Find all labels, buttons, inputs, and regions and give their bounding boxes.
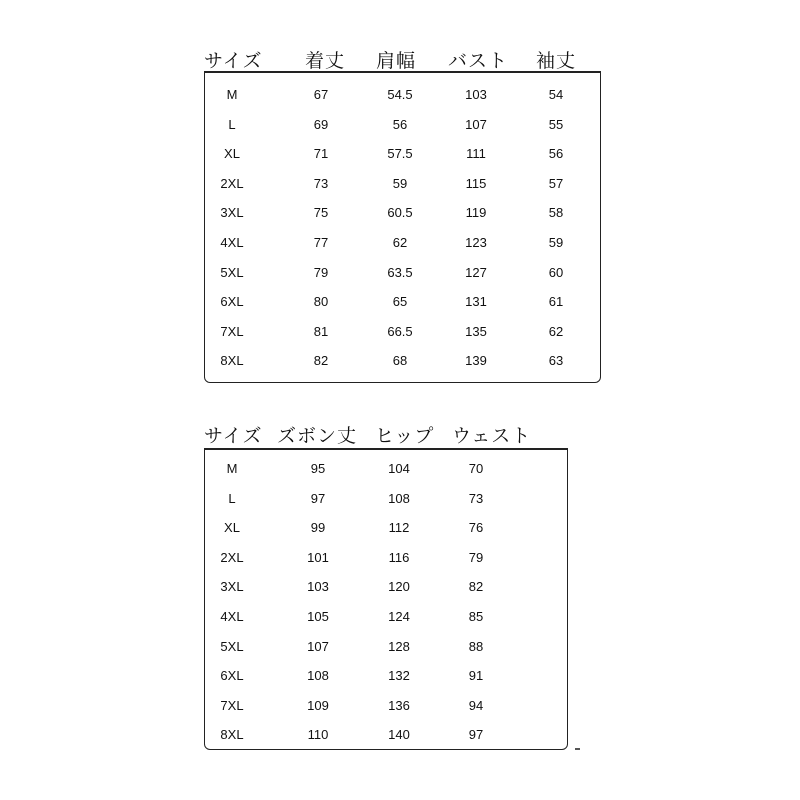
table-row — [205, 727, 567, 747]
table-cell: 3XL — [220, 579, 244, 595]
table-cell: 54 — [548, 87, 564, 102]
table-cell: 140 — [388, 727, 410, 743]
table-cell: 80 — [313, 294, 329, 310]
table-cell: 112 — [388, 520, 410, 536]
header-waist: ウェスト — [452, 425, 532, 447]
table-cell: 57 — [548, 175, 564, 191]
tops-size-table — [204, 71, 601, 383]
table-row — [205, 205, 600, 225]
table-cell: 4XL — [220, 609, 244, 624]
table-cell: 2XL — [220, 175, 244, 191]
table-row — [205, 117, 600, 137]
table-cell: 119 — [465, 205, 487, 221]
table-cell: 108 — [388, 490, 410, 506]
table-row — [205, 353, 600, 373]
table-cell: 111 — [466, 146, 486, 162]
table-cell: 6XL — [220, 294, 244, 310]
table-cell: 127 — [465, 264, 487, 280]
table-cell: 116 — [388, 549, 410, 565]
table-row — [205, 520, 567, 540]
table-cell: 109 — [307, 697, 329, 713]
table-cell: 70 — [468, 461, 484, 476]
header-length: 着丈 — [305, 50, 346, 72]
table-cell: 67 — [313, 87, 329, 102]
table-cell: 128 — [388, 638, 410, 654]
table-cell: 123 — [465, 235, 487, 250]
table-cell: 81 — [313, 323, 329, 339]
table-cell: 8XL — [220, 727, 244, 743]
table-cell: 57.5 — [387, 146, 413, 162]
table-row — [205, 87, 600, 107]
table-cell: 76 — [468, 520, 484, 536]
table-cell: 107 — [307, 638, 329, 654]
pants-table-header — [204, 421, 544, 449]
table-cell: 124 — [388, 609, 410, 624]
table-cell: 54.5 — [387, 87, 413, 102]
table-cell: 95 — [310, 461, 326, 476]
table-cell: L — [228, 490, 236, 506]
table-cell: 110 — [307, 727, 329, 743]
table-cell: 60.5 — [387, 205, 413, 221]
table-cell: 73 — [468, 490, 484, 506]
table-row — [205, 324, 600, 344]
table-cell: L — [228, 116, 236, 132]
table-cell: M — [226, 461, 238, 476]
table-cell: 60 — [548, 264, 564, 280]
header-size: サイズ — [204, 425, 263, 447]
table-cell: 56 — [392, 116, 408, 132]
table-cell: 5XL — [220, 638, 244, 654]
header-bust: バスト — [448, 50, 509, 72]
table-row — [205, 146, 600, 166]
table-cell: 66.5 — [387, 323, 413, 339]
table-cell: 82 — [313, 353, 329, 369]
table-cell: 61 — [548, 294, 564, 310]
table-cell: 55 — [548, 116, 564, 132]
table-cell: 136 — [388, 697, 410, 713]
table-cell: 7XL — [220, 697, 244, 713]
corner-tick-mark — [575, 748, 580, 750]
header-hip: ヒップ — [375, 425, 435, 447]
table-cell: 7XL — [220, 323, 244, 339]
table-cell: 77 — [313, 235, 329, 250]
table-cell: 3XL — [220, 205, 244, 221]
table-row — [205, 235, 600, 255]
table-cell: 65 — [392, 294, 408, 310]
table-cell: 63 — [548, 353, 564, 369]
table-cell: 139 — [465, 353, 487, 369]
table-cell: 94 — [468, 697, 484, 713]
table-cell: 115 — [465, 175, 487, 191]
table-cell: 103 — [307, 579, 329, 595]
table-cell: 58 — [548, 205, 564, 221]
table-cell: 4XL — [220, 235, 244, 250]
table-cell: 6XL — [220, 668, 244, 684]
pants-size-table — [204, 448, 568, 750]
table-cell: 68 — [392, 353, 408, 369]
table-row — [205, 491, 567, 511]
table-row — [205, 294, 600, 314]
table-cell: 71 — [313, 146, 329, 162]
table-cell: 8XL — [220, 353, 244, 369]
table-row — [205, 176, 600, 196]
table-row — [205, 461, 567, 481]
table-cell: 103 — [465, 87, 487, 102]
table-cell: 135 — [465, 323, 487, 339]
table-cell: 5XL — [220, 264, 244, 280]
table-cell: 62 — [392, 235, 408, 250]
table-cell: M — [226, 87, 238, 102]
header-pants-length: ズボン丈 — [277, 425, 358, 447]
table-cell: 107 — [465, 116, 487, 132]
table-row — [205, 609, 567, 629]
table-row — [205, 579, 567, 599]
table-cell: 82 — [468, 579, 484, 595]
header-size: サイズ — [204, 50, 263, 72]
table-cell: 62 — [548, 323, 564, 339]
table-cell: 59 — [548, 235, 564, 250]
table-cell: 75 — [313, 205, 329, 221]
table-cell: XL — [224, 146, 240, 162]
table-cell: 99 — [310, 520, 326, 536]
table-cell: XL — [224, 520, 240, 536]
table-cell: 69 — [313, 116, 329, 132]
table-cell: 105 — [307, 609, 329, 624]
header-shoulder: 肩幅 — [376, 50, 417, 72]
table-cell: 85 — [468, 609, 484, 624]
table-cell: 104 — [388, 461, 410, 476]
table-row — [205, 668, 567, 688]
table-cell: 79 — [468, 549, 484, 565]
table-cell: 73 — [313, 175, 329, 191]
table-cell: 101 — [307, 549, 329, 565]
header-sleeve: 袖丈 — [536, 50, 577, 72]
table-cell: 131 — [465, 294, 487, 310]
table-cell: 120 — [388, 579, 410, 595]
tops-table-header — [204, 46, 604, 74]
table-cell: 79 — [313, 264, 329, 280]
table-cell: 97 — [310, 490, 326, 506]
table-cell: 97 — [468, 727, 484, 743]
table-cell: 132 — [388, 668, 410, 684]
table-row — [205, 639, 567, 659]
table-row — [205, 550, 567, 570]
table-row — [205, 265, 600, 285]
table-cell: 108 — [307, 668, 329, 684]
table-cell: 91 — [468, 668, 484, 684]
table-cell: 56 — [548, 146, 564, 162]
table-cell: 63.5 — [387, 264, 413, 280]
table-cell: 59 — [392, 175, 408, 191]
table-row — [205, 698, 567, 718]
table-cell: 88 — [468, 638, 484, 654]
table-cell: 2XL — [220, 549, 244, 565]
